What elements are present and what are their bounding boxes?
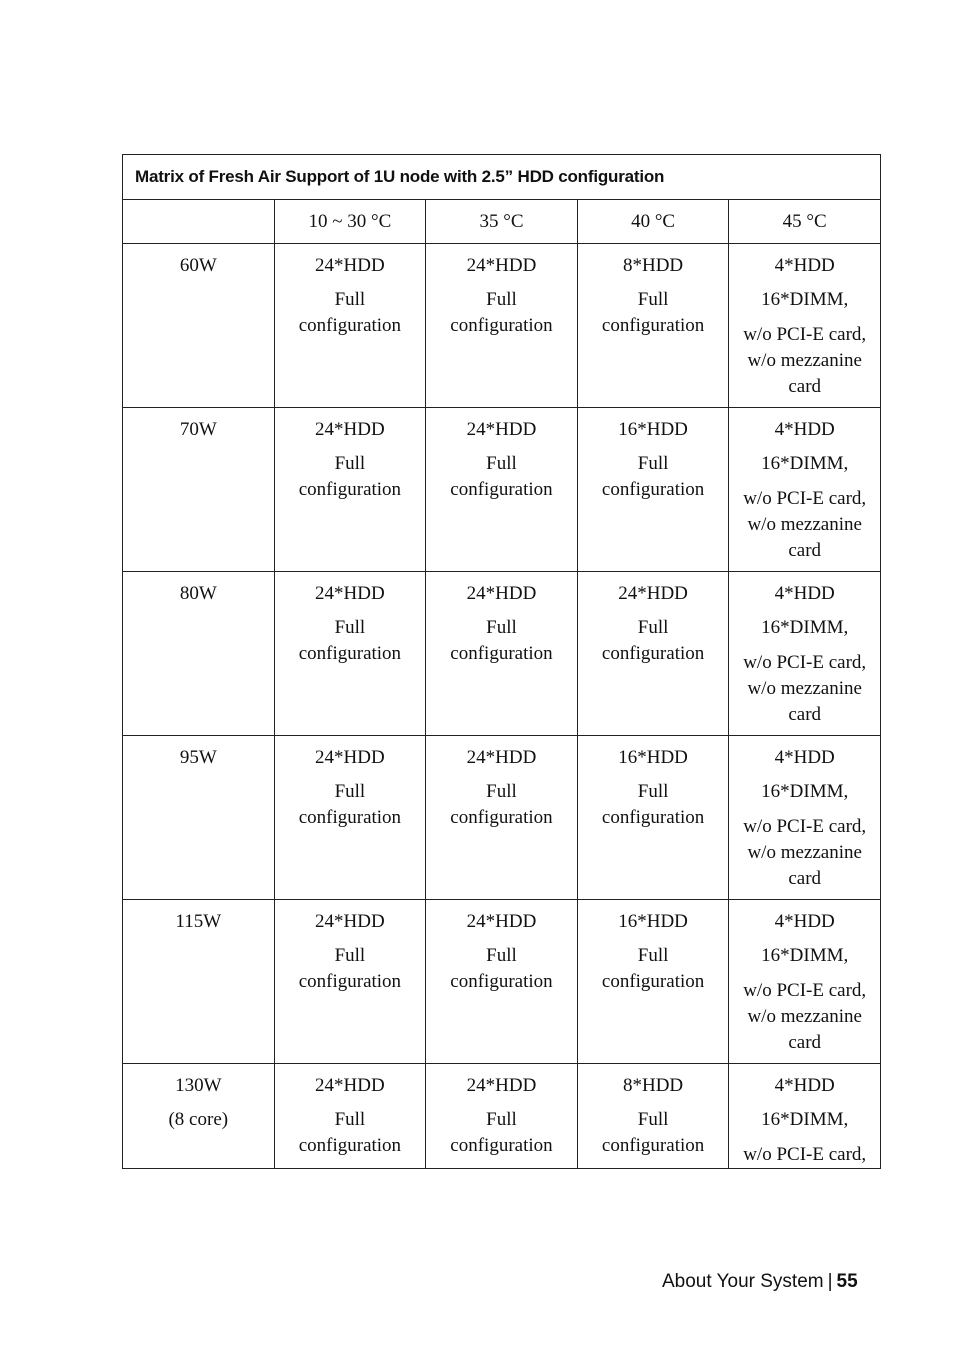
config-cell xyxy=(577,736,729,900)
config-line-2: configuration xyxy=(450,315,553,336)
dimm-count: 16*DIMM, xyxy=(761,617,849,638)
hdd-count: 4*HDD xyxy=(774,747,835,768)
config-line-2: configuration xyxy=(601,643,705,664)
wattage-cell xyxy=(123,244,275,408)
wattage-cell xyxy=(123,900,275,1064)
config-line-1: Full xyxy=(334,453,366,474)
config-cell xyxy=(274,572,426,736)
hdd-count: 24*HDD xyxy=(466,911,537,932)
config-cell xyxy=(274,900,426,1064)
hdd-count: 8*HDD xyxy=(622,255,684,276)
config-line-1: Full xyxy=(486,289,517,310)
hdd-count: 8*HDD xyxy=(622,1075,684,1096)
config-line-2: configuration xyxy=(601,1135,705,1156)
temp-header: 35 °C xyxy=(426,200,578,244)
config-line-1: Full xyxy=(334,617,366,638)
config-cell xyxy=(577,572,729,736)
config-line-1: Full xyxy=(486,1109,517,1130)
limited-config-cell xyxy=(729,1064,881,1169)
config-cell xyxy=(577,244,729,408)
config-cell xyxy=(426,736,578,900)
temp-header: 45 °C xyxy=(729,200,881,244)
pcie-note: w/o PCI-E card, xyxy=(743,1144,867,1165)
limited-config-cell xyxy=(729,736,881,900)
pcie-note: w/o PCI-E card, xyxy=(743,488,867,509)
config-line-2: configuration xyxy=(298,479,402,500)
table-row xyxy=(123,408,881,572)
table-row xyxy=(123,572,881,736)
config-cell xyxy=(274,408,426,572)
fresh-air-matrix-table xyxy=(122,154,881,1169)
hdd-count: 16*HDD xyxy=(618,747,688,768)
config-line-1: Full xyxy=(486,453,517,474)
page-footer xyxy=(662,1271,858,1293)
wattage-label: 60W xyxy=(179,255,217,276)
temperature-header-row xyxy=(123,200,881,244)
wattage-cell xyxy=(123,736,275,900)
config-cell xyxy=(426,244,578,408)
config-cell xyxy=(577,408,729,572)
hdd-count: 24*HDD xyxy=(466,1075,537,1096)
config-line-1: Full xyxy=(486,945,517,966)
config-line-2: configuration xyxy=(601,315,705,336)
pcie-note: w/o PCI-E card, xyxy=(743,324,867,345)
mezzanine-note-card: card xyxy=(788,868,822,889)
limited-config-cell xyxy=(729,572,881,736)
config-cell xyxy=(426,572,578,736)
hdd-count: 24*HDD xyxy=(315,583,385,604)
config-line-1: Full xyxy=(486,781,517,802)
config-cell xyxy=(577,1064,729,1169)
config-line-2: configuration xyxy=(450,971,553,992)
config-line-1: Full xyxy=(637,617,669,638)
hdd-count: 16*HDD xyxy=(618,911,688,932)
hdd-count: 4*HDD xyxy=(774,255,835,276)
config-cell xyxy=(274,1064,426,1169)
hdd-count: 4*HDD xyxy=(774,583,835,604)
hdd-count: 24*HDD xyxy=(466,747,537,768)
footer-section-title: About Your System xyxy=(662,1271,824,1292)
wattage-label: 115W xyxy=(175,911,222,932)
hdd-count: 24*HDD xyxy=(618,583,688,604)
config-line-2: configuration xyxy=(450,1135,553,1156)
config-line-1: Full xyxy=(637,289,669,310)
config-line-1: Full xyxy=(334,781,366,802)
config-line-1: Full xyxy=(486,617,517,638)
config-line-1: Full xyxy=(637,945,669,966)
hdd-count: 24*HDD xyxy=(315,255,385,276)
hdd-count: 24*HDD xyxy=(315,747,385,768)
table-row xyxy=(123,900,881,1064)
corner-cell xyxy=(123,200,275,244)
dimm-count: 16*DIMM, xyxy=(761,945,849,966)
mezzanine-note: w/o mezzanine xyxy=(747,350,862,371)
config-line-2: configuration xyxy=(601,971,705,992)
mezzanine-note: w/o mezzanine xyxy=(747,842,862,863)
config-cell xyxy=(274,244,426,408)
page-number: 55 xyxy=(836,1271,858,1292)
config-cell xyxy=(274,736,426,900)
mezzanine-note-card: card xyxy=(788,1032,822,1053)
wattage-label: 130W xyxy=(175,1075,222,1096)
config-cell xyxy=(426,408,578,572)
config-line-2: configuration xyxy=(450,807,553,828)
config-line-1: Full xyxy=(637,781,669,802)
table-row xyxy=(123,736,881,900)
hdd-count: 16*HDD xyxy=(618,419,688,440)
dimm-count: 16*DIMM, xyxy=(761,289,849,310)
wattage-cell xyxy=(123,572,275,736)
hdd-count: 4*HDD xyxy=(774,419,835,440)
hdd-count: 24*HDD xyxy=(315,911,385,932)
limited-config-cell xyxy=(729,408,881,572)
config-line-1: Full xyxy=(334,1109,366,1130)
mezzanine-note-card: card xyxy=(788,376,822,397)
config-line-1: Full xyxy=(637,1109,669,1130)
limited-config-cell xyxy=(729,900,881,1064)
config-line-2: configuration xyxy=(450,643,553,664)
table-row xyxy=(123,244,881,408)
config-cell xyxy=(577,900,729,1064)
table-title: Matrix of Fresh Air Support of 1U node with 2.5” HDD configuration xyxy=(123,155,881,200)
pcie-note: w/o PCI-E card, xyxy=(743,980,867,1001)
core-note: (8 core) xyxy=(168,1109,229,1130)
mezzanine-note: w/o mezzanine xyxy=(747,514,862,535)
mezzanine-note: w/o mezzanine xyxy=(747,678,862,699)
config-line-2: configuration xyxy=(298,643,402,664)
dimm-count: 16*DIMM, xyxy=(761,1109,849,1130)
config-line-2: configuration xyxy=(298,807,402,828)
hdd-count: 24*HDD xyxy=(466,419,537,440)
dimm-count: 16*DIMM, xyxy=(761,453,849,474)
mezzanine-note-card: card xyxy=(788,540,822,561)
wattage-label: 95W xyxy=(179,747,217,768)
wattage-cell xyxy=(123,408,275,572)
config-line-1: Full xyxy=(334,289,366,310)
hdd-count: 24*HDD xyxy=(315,1075,385,1096)
hdd-count: 4*HDD xyxy=(774,911,835,932)
config-cell xyxy=(426,1064,578,1169)
config-line-2: configuration xyxy=(601,807,705,828)
mezzanine-note-card: card xyxy=(788,704,822,725)
hdd-count: 4*HDD xyxy=(774,1075,835,1096)
config-line-1: Full xyxy=(637,453,669,474)
config-line-2: configuration xyxy=(298,315,402,336)
config-line-1: Full xyxy=(334,945,366,966)
footer-separator: | xyxy=(827,1271,833,1292)
config-line-2: configuration xyxy=(298,971,402,992)
config-cell xyxy=(426,900,578,1064)
config-line-2: configuration xyxy=(450,479,553,500)
temp-header: 10 ~ 30 °C xyxy=(274,200,426,244)
config-line-2: configuration xyxy=(601,479,705,500)
mezzanine-note: w/o mezzanine xyxy=(747,1006,862,1027)
table-row xyxy=(123,1064,881,1169)
dimm-count: 16*DIMM, xyxy=(761,781,849,802)
wattage-cell xyxy=(123,1064,275,1169)
temp-header: 40 °C xyxy=(577,200,729,244)
pcie-note: w/o PCI-E card, xyxy=(743,652,867,673)
limited-config-cell xyxy=(729,244,881,408)
hdd-count: 24*HDD xyxy=(466,255,537,276)
config-line-2: configuration xyxy=(298,1135,402,1156)
wattage-label: 80W xyxy=(179,583,217,604)
pcie-note: w/o PCI-E card, xyxy=(743,816,867,837)
hdd-count: 24*HDD xyxy=(315,419,385,440)
hdd-count: 24*HDD xyxy=(466,583,537,604)
table-title-row xyxy=(123,155,881,200)
wattage-label: 70W xyxy=(179,419,217,440)
